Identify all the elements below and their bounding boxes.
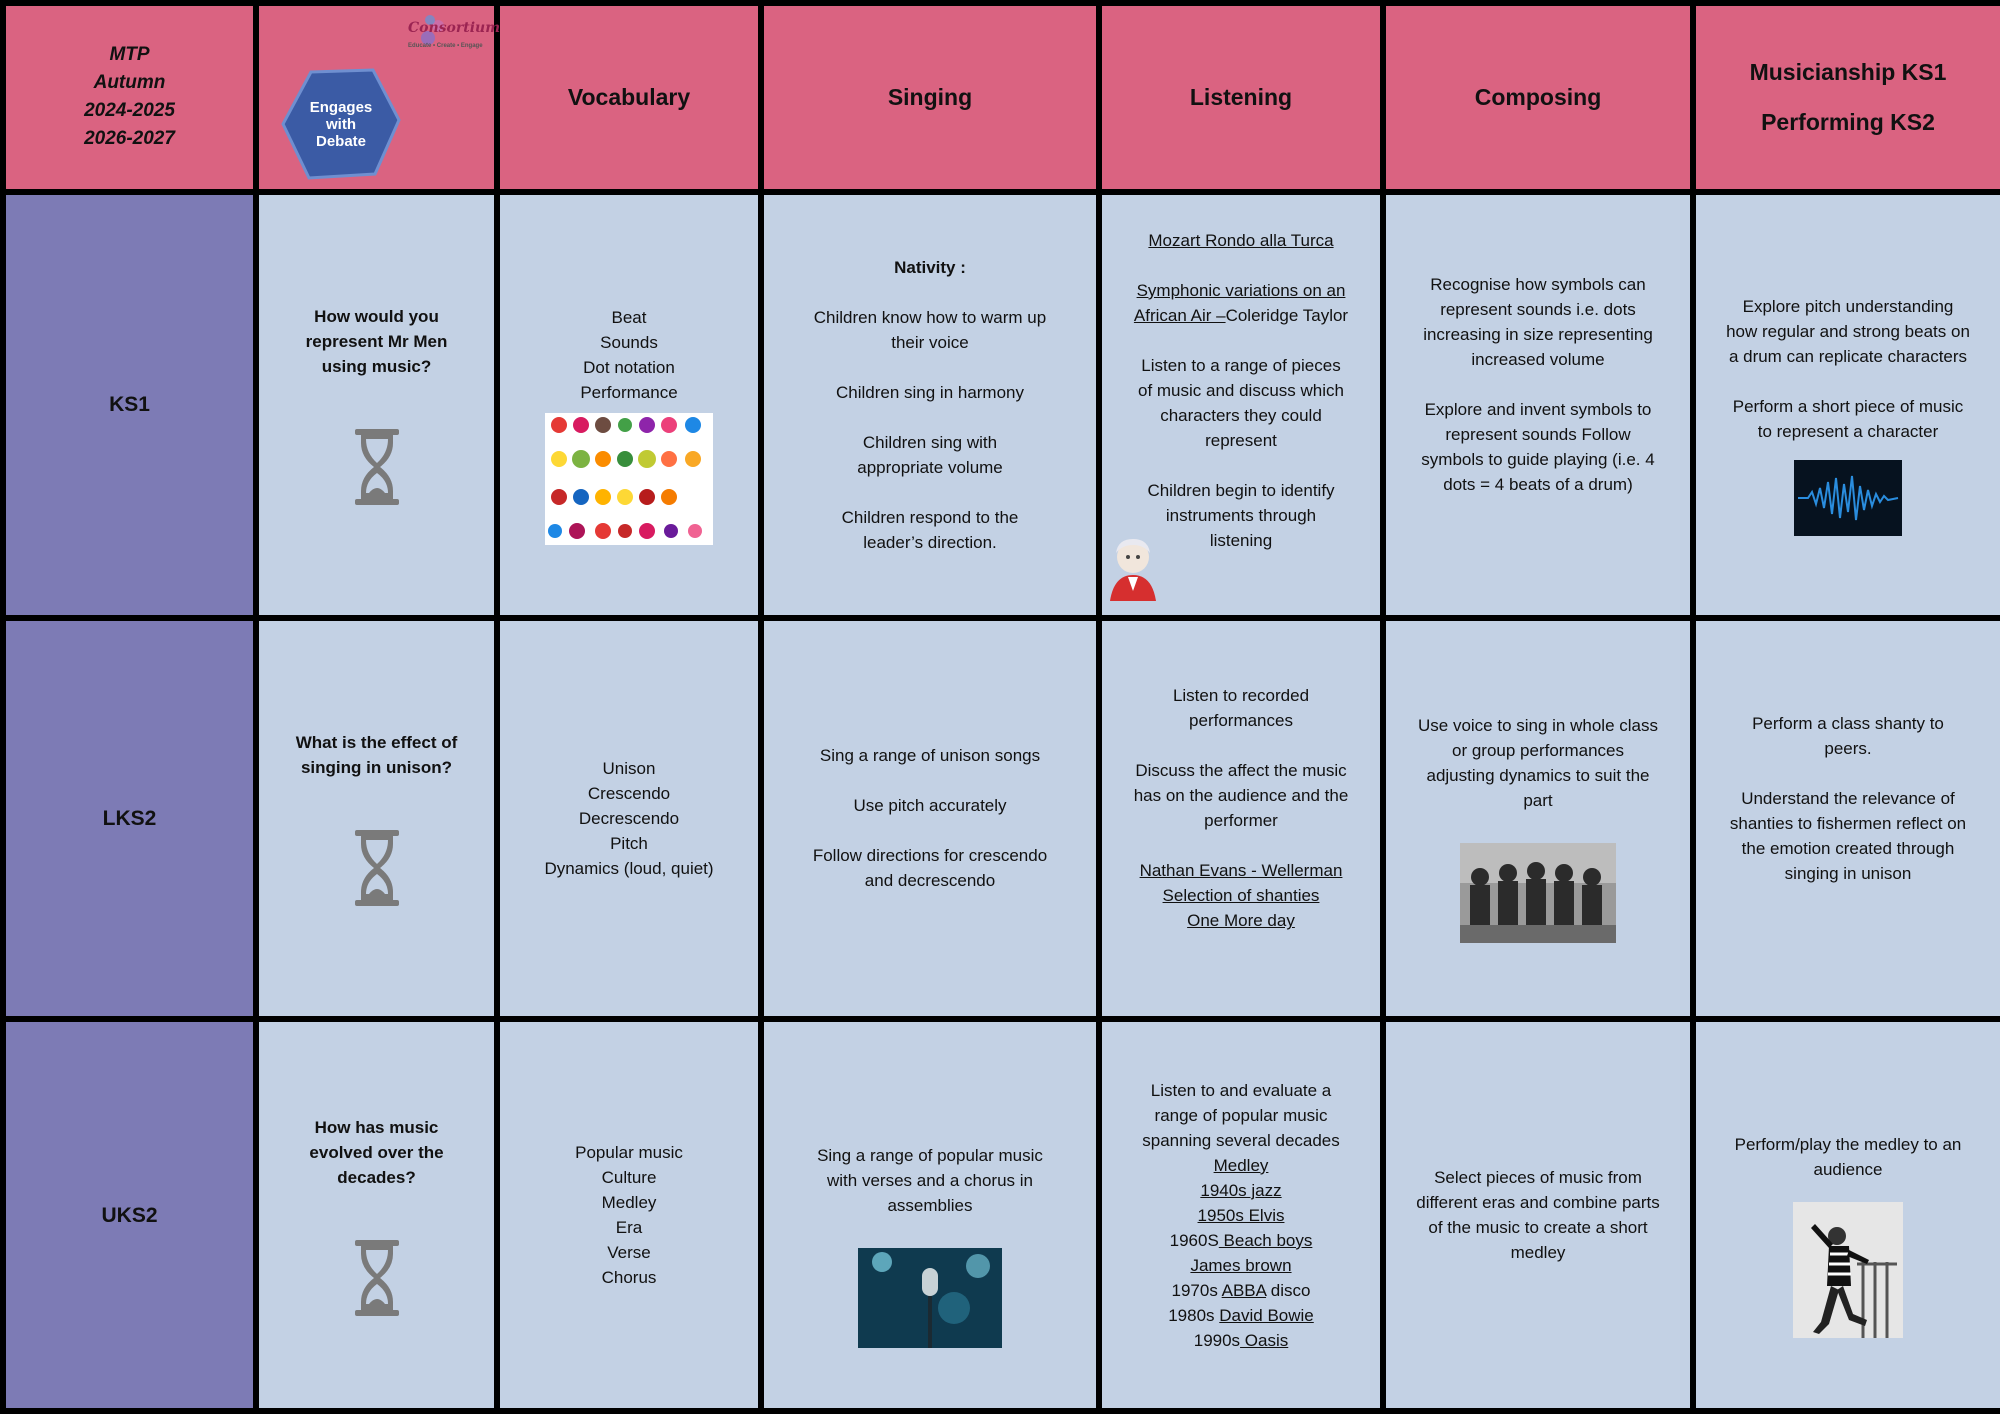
vocab-word: Decrescendo (578, 808, 680, 828)
uks2-singing-cell (764, 1022, 1096, 1408)
question-line: How has music (314, 1117, 439, 1137)
performing-text: Understand the relevance of shanties to fishermen reflect on the emotion created through singing in unison (1729, 788, 1967, 883)
hourglass-icon (353, 429, 401, 505)
question-line: How would you (314, 307, 439, 327)
composing-header: Composing (1386, 6, 1690, 189)
hourglass-icon (353, 1240, 401, 1316)
listening-header: Listening (1102, 6, 1380, 189)
listening-text: Listen to a range of pieces of music and discuss which characters they could represent (1138, 355, 1344, 450)
lks2-question-cell (259, 621, 494, 1017)
row-label-ks1: KS1 (6, 195, 253, 615)
listening-text: Listen to and evaluate a range of popular music spanning several decades (1142, 1080, 1340, 1150)
ks1-singing-cell (764, 195, 1096, 615)
uks2-composing-cell (1386, 1022, 1690, 1408)
consortium-logo (378, 10, 501, 50)
composing-text: Explore and invent symbols to represent sounds Follow symbols to guide playing (i.e. 4 dots = 4 beats of a drum) (1421, 400, 1655, 495)
question-line: using music? (321, 357, 432, 377)
ks1-listening-cell (1102, 195, 1380, 615)
row-label-lks2: LKS2 (6, 621, 253, 1017)
lks2-composing-cell (1386, 621, 1690, 1017)
question-line: singing in unison? (300, 758, 453, 778)
question-line: evolved over the (309, 1142, 444, 1162)
uks2-row (6, 1022, 2000, 1408)
vocab-word: Dot notation (583, 357, 675, 377)
jazz-link[interactable]: 1940s jazz (1200, 1180, 1282, 1200)
singing-item: Sing a range of unison songs (819, 746, 1041, 766)
ks1-row (6, 195, 2000, 615)
lks2-row (6, 621, 2000, 1017)
sound-wave-image (1794, 460, 1902, 536)
uks2-vocabulary-cell (500, 1022, 758, 1408)
beach-boys-link[interactable]: Beach boys (1218, 1230, 1313, 1250)
decade-label: 1960S (1169, 1230, 1219, 1250)
elvis-dancing-image (1793, 1202, 1903, 1338)
uks2-performing-cell (1696, 1022, 2000, 1408)
ks1-question-cell (259, 195, 494, 615)
musicianship-header (1696, 6, 2000, 189)
elvis-link[interactable]: 1950s Elvis (1197, 1205, 1285, 1225)
meta-line: MTP (109, 44, 150, 66)
meta-line: 2026-2027 (84, 128, 175, 150)
performing-text: Perform/play the medley to an audience (1734, 1135, 1962, 1180)
ks1-musicianship-cell (1696, 195, 2000, 615)
ks1-composing-cell (1386, 195, 1690, 615)
singing-title: Nativity : (894, 257, 966, 277)
hourglass-icon (353, 830, 401, 906)
badge-line: Engages (309, 99, 373, 116)
question-line: represent Mr Men (305, 332, 448, 352)
lks2-singing-cell (764, 621, 1096, 1017)
musicianship-text: Explore pitch understanding how regular and strong beats on a drum can replicate characters (1726, 296, 1970, 366)
decade-label: 1980s (1168, 1305, 1220, 1325)
oasis-link[interactable]: Oasis (1240, 1330, 1289, 1350)
vocab-word: Performance (580, 382, 678, 402)
uks2-listening-cell (1102, 1022, 1380, 1408)
musicianship-header-line2: Performing KS2 (1761, 108, 1935, 135)
header-row (6, 6, 2000, 189)
microphone-image (858, 1248, 1002, 1348)
meta-line: 2024-2025 (84, 100, 175, 122)
vocab-word: Chorus (601, 1268, 657, 1288)
vocab-word: Popular music (575, 1143, 683, 1163)
singing-item: Children respond to the leader’s direction. (841, 507, 1019, 552)
vocab-word: Medley (601, 1193, 657, 1213)
musicianship-header-line1: Musicianship KS1 (1749, 58, 1947, 85)
vocabulary-header: Vocabulary (500, 6, 758, 189)
question-line: decades? (337, 1167, 416, 1187)
vocab-word: Era (615, 1218, 643, 1238)
abba-link[interactable]: ABBA (1221, 1280, 1267, 1300)
vocab-word: Dynamics (loud, quiet) (544, 858, 714, 878)
david-bowie-link[interactable]: David Bowie (1219, 1305, 1314, 1325)
medley-link[interactable]: Medley (1213, 1155, 1269, 1175)
listening-text: Listen to recorded performances (1172, 686, 1310, 731)
lks2-listening-cell (1102, 621, 1380, 1017)
lks2-performing-cell (1696, 621, 2000, 1017)
performing-text: Perform a class shanty to peers. (1752, 713, 1944, 758)
singing-item: Children know how to warm up their voice (813, 307, 1047, 352)
logo-name: Consortium (408, 20, 501, 36)
singing-header: Singing (764, 6, 1096, 189)
singing-item: Children sing in harmony (835, 382, 1025, 402)
decade-label: 1970s (1171, 1280, 1222, 1300)
genre-label: disco (1266, 1280, 1311, 1300)
logo-tagline: Educate • Create • Engage (408, 43, 483, 49)
one-more-day-link[interactable]: One More day (1187, 911, 1295, 931)
vocab-word: Verse (607, 1243, 651, 1263)
composer-name: Coleridge Taylor (1225, 305, 1349, 325)
meta-line: Autumn (93, 72, 166, 94)
mozart-link[interactable]: Mozart Rondo alla Turca (1148, 230, 1334, 250)
vocab-word: Beat (611, 307, 647, 327)
singing-item: Use pitch accurately (853, 796, 1007, 816)
badge-cell (259, 6, 501, 189)
singing-item: Follow directions for crescendo and decrescendo (812, 846, 1048, 891)
row-label-uks2: UKS2 (6, 1022, 253, 1408)
composing-text: Recognise how symbols can represent sounds i.e. dots increasing in size representing increased volume (1423, 275, 1653, 370)
listening-text: Children begin to identify instruments through listening (1147, 480, 1335, 550)
mr-men-characters-image (545, 413, 713, 545)
decade-label: 1990s (1193, 1330, 1241, 1350)
vocab-word: Culture (601, 1168, 657, 1188)
james-brown-link[interactable]: James brown (1190, 1255, 1292, 1275)
listening-text: Discuss the affect the music has on the audience and the performer (1133, 761, 1349, 831)
sea-shanty-singers-image (1460, 843, 1616, 943)
lks2-vocabulary-cell (500, 621, 758, 1017)
vocab-word: Unison (602, 758, 656, 778)
singing-item: Children sing with appropriate volume (857, 432, 1003, 477)
shanties-link[interactable]: Selection of shanties (1162, 886, 1320, 906)
mozart-image (1106, 535, 1160, 601)
symphonic-variations-link[interactable]: Symphonic variations on an African Air – (1133, 280, 1346, 325)
musicianship-text: Perform a short piece of music to represent a character (1732, 396, 1964, 441)
meta-cell (6, 6, 253, 189)
engages-with-debate-badge (281, 68, 401, 180)
ks1-vocabulary-cell (500, 195, 758, 615)
vocab-word: Sounds (600, 332, 658, 352)
question-line: What is the effect of (295, 733, 458, 753)
composing-text: Use voice to sing in whole class or group performances adjusting dynamics to suit the part (1417, 716, 1658, 811)
singing-text: Sing a range of popular music with verses and a chorus in assemblies (817, 1145, 1043, 1215)
wellerman-link[interactable]: Nathan Evans - Wellerman (1139, 861, 1343, 881)
vocab-word: Pitch (610, 833, 648, 853)
vocab-word: Crescendo (587, 783, 671, 803)
composing-text: Select pieces of music from different eras and combine parts of the music to create a short medley (1416, 1168, 1660, 1263)
uks2-question-cell (259, 1022, 494, 1408)
badge-line: Debate (315, 133, 367, 150)
badge-line: with (326, 116, 356, 133)
